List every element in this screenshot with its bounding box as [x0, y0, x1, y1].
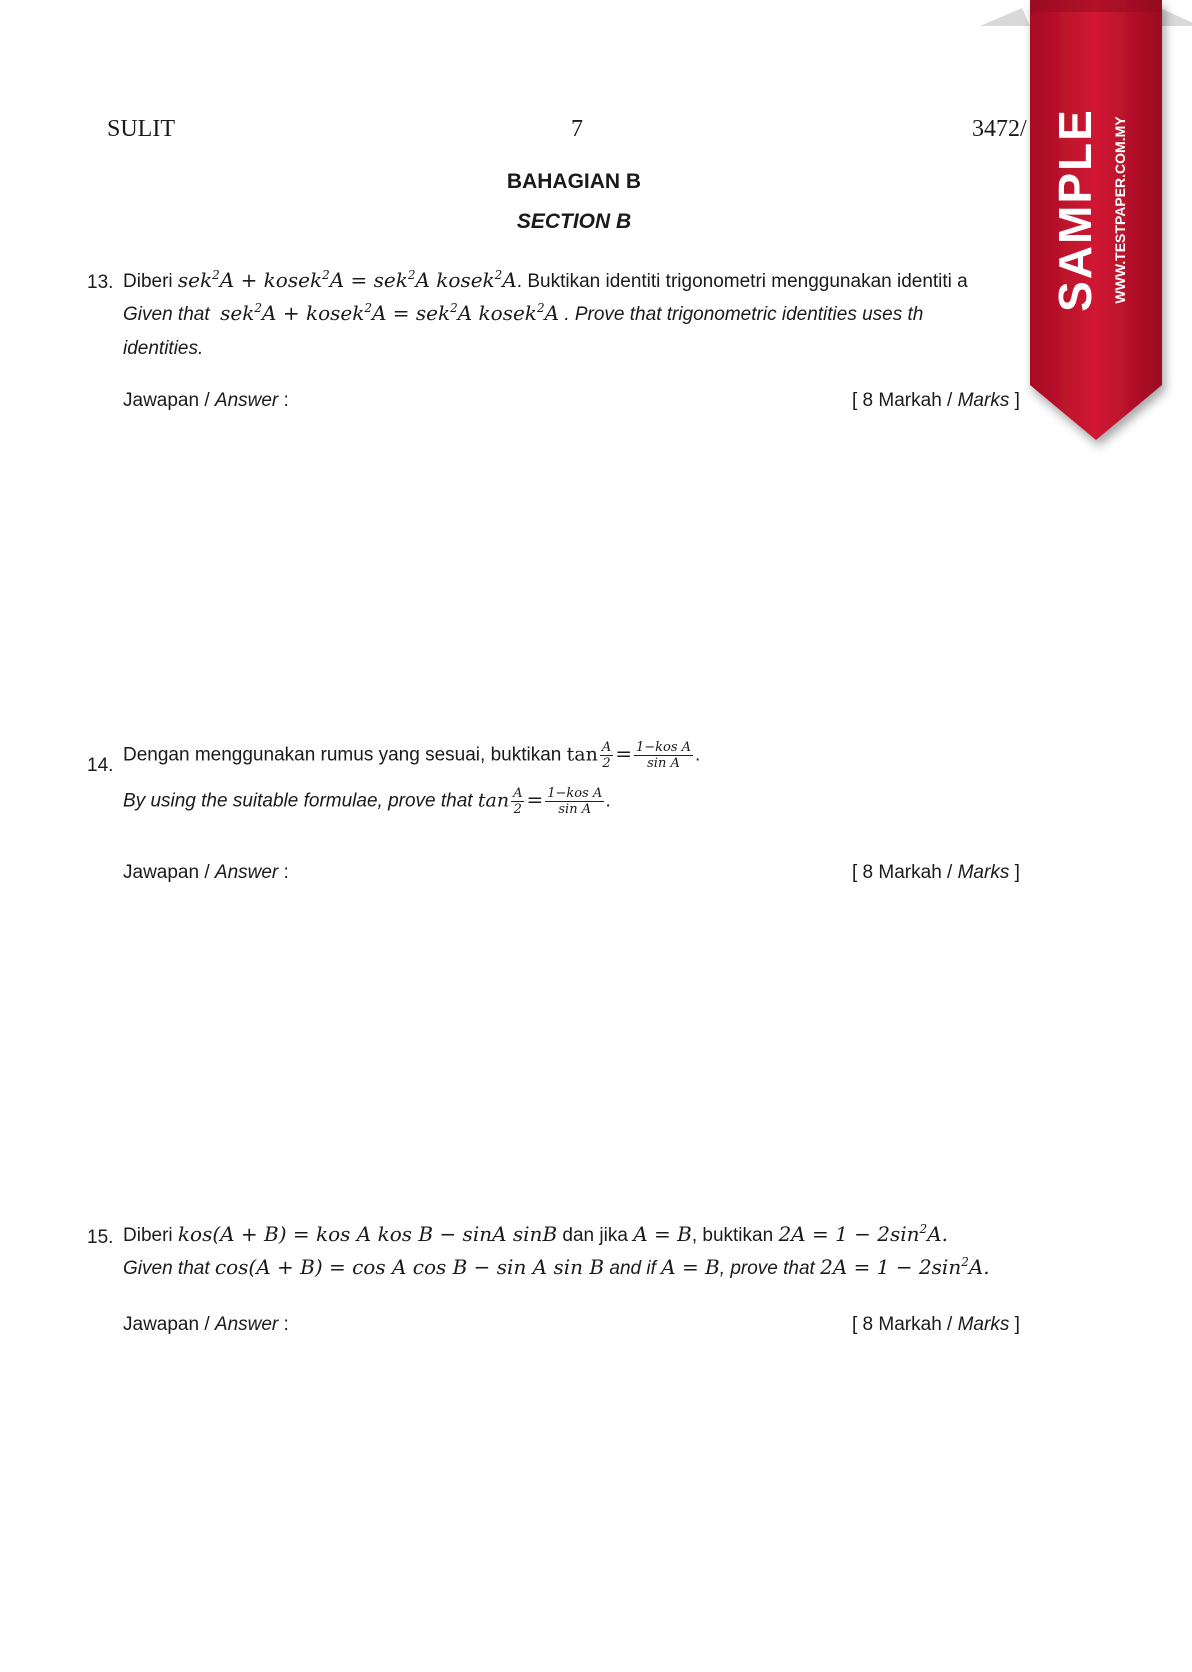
q15-ms-mid: dan jika: [562, 1225, 628, 1246]
q14-ms-fraction-a: $\frac{A}{2}$: [601, 740, 612, 771]
q13-ms-equation: sek$^2$A + kosek$^2$A = sek$^2$A kosek$^2$A: [177, 268, 517, 292]
q13-marks: [ 8 Markah / Marks ]: [852, 390, 1020, 411]
q15-answer-label: Jawapan / Answer :: [123, 1314, 289, 1335]
q14-en-tan: tan: [477, 789, 510, 812]
question-13-en: [123, 301, 923, 326]
q15-en-equation-2: A = B: [661, 1255, 720, 1279]
question-13-en-line2: identities.: [123, 338, 204, 359]
q15-ms-prefix: Diberi: [123, 1225, 173, 1246]
question-13-ms: [123, 268, 968, 293]
q13-en-equation: sek$^2$A + kosek$^2$A = sek$^2$A kosek$^2$A: [220, 301, 560, 325]
page-number: 7: [571, 116, 583, 142]
q13-en-suffix: . Prove that trigonometric identities uses th: [564, 304, 924, 325]
q15-en-mid2: , prove that: [719, 1258, 815, 1279]
q15-en-mid: and if: [609, 1258, 656, 1279]
section-title-ms: BAHAGIAN B: [506, 170, 642, 193]
q14-answer-label: Jawapan / Answer :: [123, 862, 289, 883]
q14-ms-fraction-b: $\frac{\text{1−kos A}}{\text{sin A}}$: [635, 740, 692, 771]
question-14-number: 14.: [87, 755, 114, 776]
question-13-number: 13.: [87, 272, 114, 293]
header-left: SULIT: [107, 116, 175, 142]
q15-marks: [ 8 Markah / Marks ]: [852, 1314, 1020, 1335]
question-15-ms: [123, 1222, 948, 1247]
q14-ms-prefix: Dengan menggunakan rumus yang sesuai, buktikan: [123, 744, 562, 766]
q14-en-prefix: By using the suitable formulae, prove that: [123, 790, 473, 812]
ribbon-url-text: WWW.TESTPAPER.COM.MY: [1112, 116, 1128, 304]
section-title-en: SECTION B: [516, 210, 632, 233]
q15-ms-equation-1: kos(A + B) = kos A kos B − sinA sinB: [177, 1222, 558, 1246]
ribbon-sample-text: SAMPLE: [1049, 108, 1101, 312]
q15-ms-equation-2: A = B: [633, 1222, 692, 1246]
ribbon-text-group: [1049, 80, 1128, 340]
q15-ms-equation-3: $2A = 1 - 2\sin^2A$.: [778, 1222, 948, 1246]
q14-en-fraction-b: $\frac{\text{1−kos A}}{\text{sin A}}$: [547, 786, 603, 817]
q15-en-prefix: Given that: [123, 1258, 210, 1279]
q15-en-equation-3: $2A = 1 - 2\sin^2A$.: [820, 1255, 990, 1279]
q13-ms-suffix: . Buktikan identiti trigonometri menggunakan identiti a: [516, 271, 968, 292]
q15-ms-mid2: , buktikan: [691, 1225, 774, 1246]
q13-en-prefix: Given that: [123, 304, 210, 325]
question-15-number: 15.: [87, 1227, 114, 1248]
q13-answer-label: Jawapan / Answer :: [123, 390, 289, 411]
header-right: 3472/: [972, 116, 1027, 142]
question-15-en: [123, 1255, 990, 1280]
q13-ms-prefix: Diberi: [123, 271, 173, 292]
q15-en-equation-1: cos(A + B) = cos A cos B − sin A sin B: [214, 1255, 605, 1279]
question-14-en: By using the suitable formulae, prove that tan $\frac{A}{2}$ = $\frac{\text{1−kos A}}{\text{sin A}}$ .: [123, 786, 612, 817]
q14-marks: [ 8 Markah / Marks ]: [852, 862, 1020, 883]
q14-en-fraction-a: $\frac{A}{2}$: [513, 786, 523, 817]
question-14-ms: Dengan menggunakan rumus yang sesuai, buktikan tan $\frac{A}{2}$ = $\frac{\text{1−kos A}}{\text{sin A}}$ .: [123, 740, 701, 771]
q14-ms-tan: tan: [566, 743, 598, 766]
